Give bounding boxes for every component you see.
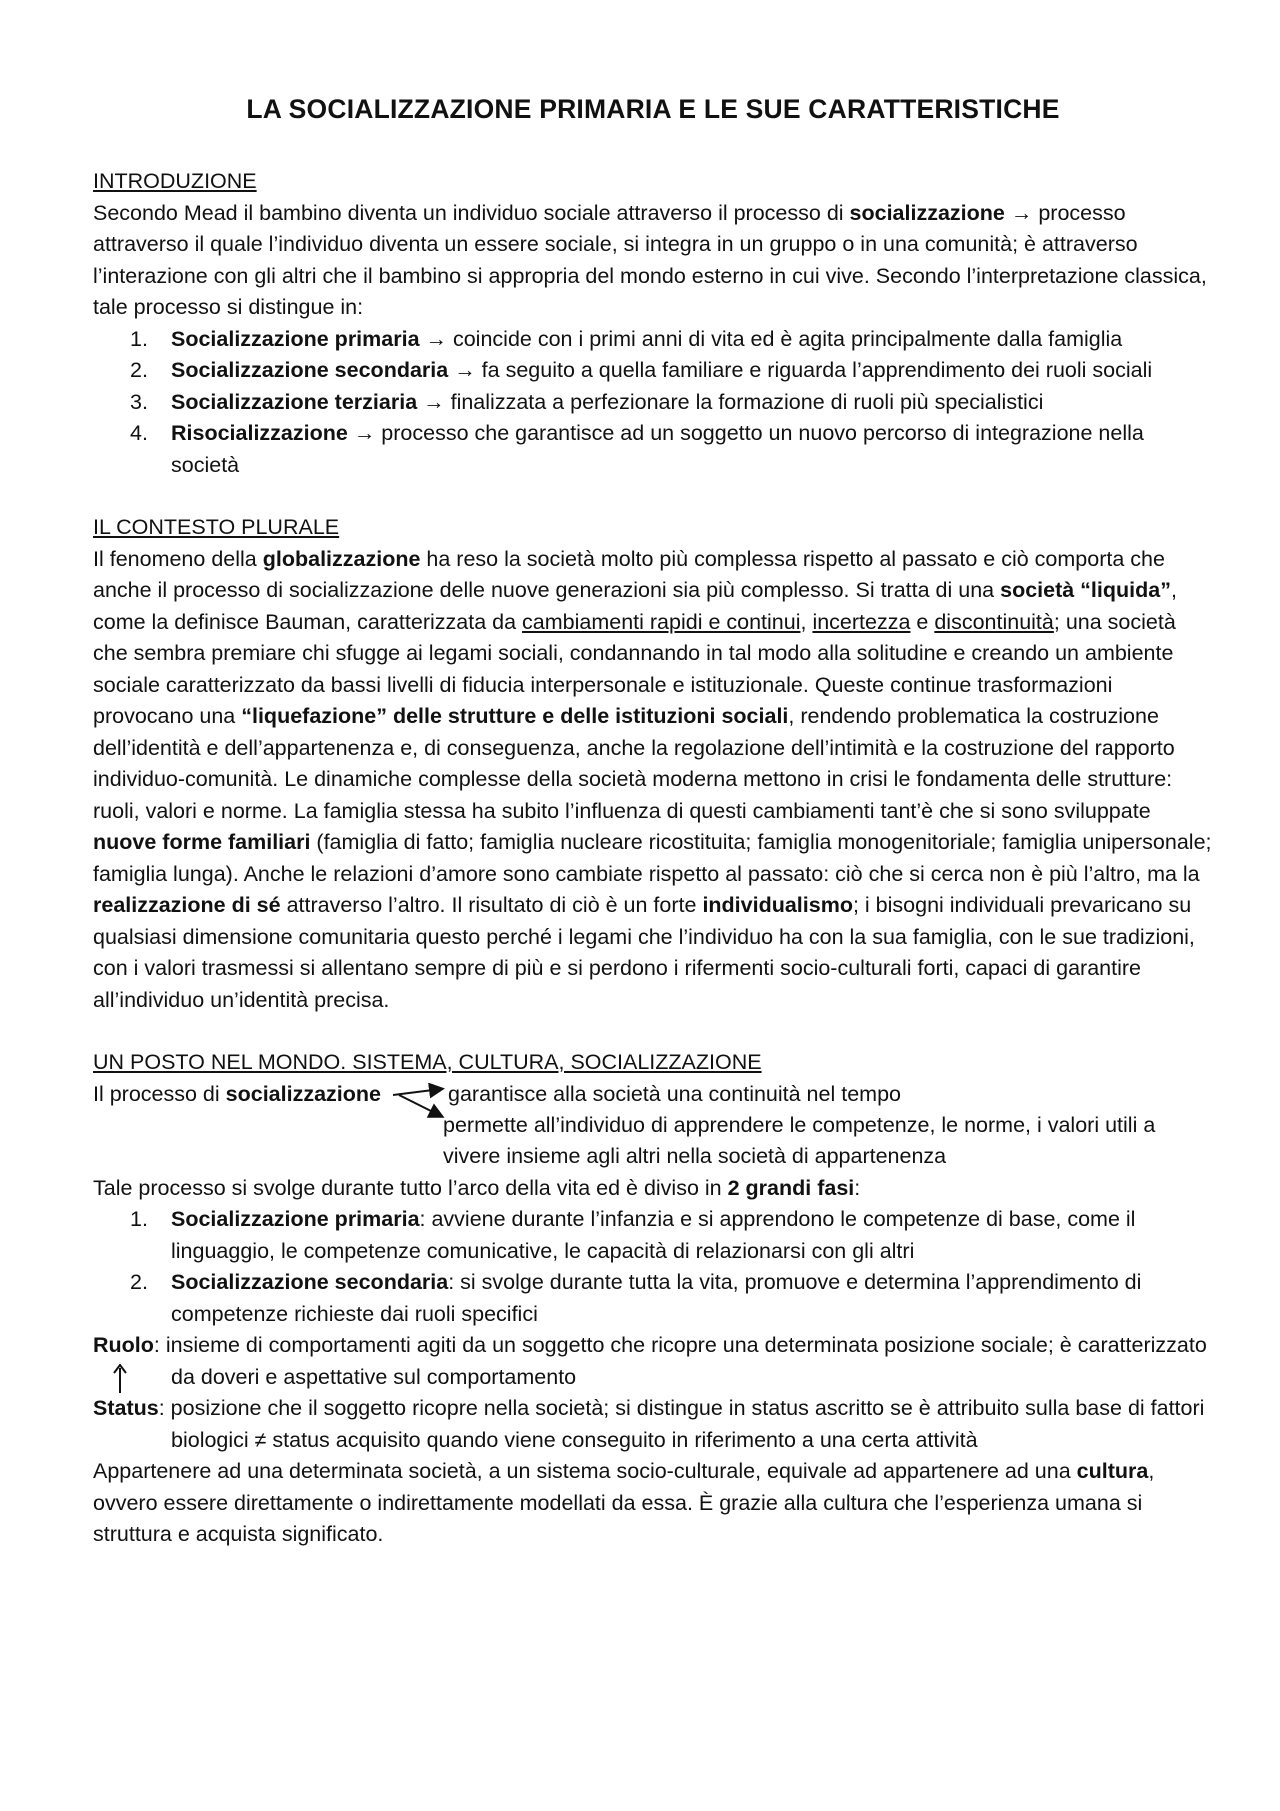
process-label: Il processo di socializzazione <box>93 1081 381 1106</box>
list-item: 4. Risocializzazione → processo che garantisce ad un soggetto un nuovo percorso di integrazione nella società <box>130 421 1144 477</box>
fasi-list <box>93 1204 1213 1330</box>
list-item: 2. Socializzazione secondaria → fa seguito a quella familiare e riguarda l’apprendimento dei ruoli sociali <box>130 358 1153 382</box>
section-heading: INTRODUZIONE <box>93 169 257 193</box>
socialization-types-list <box>93 324 1213 482</box>
list-item: 3. Socializzazione terziaria → finalizzata a perfezionare la formazione di ruoli più specialistici <box>130 389 1044 414</box>
list-item: 1. Socializzazione primaria → coincide con i primi anni di vita ed è agita principalmente dalla famiglia <box>130 326 1123 351</box>
up-arrow-icon <box>113 1364 127 1394</box>
section-posto-nel-mondo <box>93 1047 1213 1551</box>
definition-text: : posizione che il soggetto ricopre nella società; si distingue in status ascritto se è attribuito sulla base di fattori biologici ≠ status acquisito quando viene conseguito in riferimento a una certa attività <box>158 1396 1205 1452</box>
branch-item: permette all’individuo di apprendere le competenze, le norme, i valori utili a vivere insieme agli altri nella società di appartenenza <box>443 1112 1156 1168</box>
section-introduzione <box>93 166 1213 481</box>
page-title: LA SOCIALIZZAZIONE PRIMARIA E LE SUE CARATTERISTICHE <box>246 94 1060 124</box>
cultura-paragraph: Appartenere ad una determinata società, a un sistema socio-culturale, equivale ad appartenere ad una cultura, ovvero essere direttamente o indirettamente modellati da essa. È grazie alla cultura che l’esperienza umana si struttura e acquista significato. <box>93 1459 1155 1546</box>
definition-term: Status <box>93 1396 159 1420</box>
intro-paragraph: Secondo Mead il bambino diventa un individuo sociale attraverso il processo di socializzazione → processo attraverso il quale l’individuo diventa un essere sociale, si integra in un gruppo o in una comunità; è attraverso l’interazione con gli altri che il bambino si appropria del mondo esterno in cui vive. Secondo l’interpretazione classica, tale processo si distingue in: <box>93 200 1207 319</box>
section-contesto-plurale <box>93 512 1213 1016</box>
process-branch-diagram <box>93 1079 1213 1173</box>
list-item: 2. Socializzazione secondaria: si svolge durante tutta la vita, promuove e determina l’apprendimento di competenze richieste dai ruoli specifici <box>130 1270 1142 1326</box>
definition-term: Ruolo <box>93 1333 154 1357</box>
list-item: 1. Socializzazione primaria: avviene durante l’infanzia e si apprendono le competenze di base, come il linguaggio, le competenze comunicative, le capacità di relazionarsi con gli altri <box>130 1207 1136 1263</box>
plurale-paragraph: Il fenomeno della globalizzazione ha reso la società molto più complessa rispetto al passato e ciò comporta che anche il processo di socializzazione delle nuove generazioni sia più complesso. Si tratta di una società “liquida”, come la definisce Bauman, caratterizzata da cambiamenti rapidi e continui, incertezza e discontinuità; una società che sembra premiare chi sfugge ai legami sociali, condannando in tal modo alla solitudine e creando un ambiente sociale caratterizzato da bassi livelli di fiducia interpersonale e istituzionale. Queste continue trasformazioni provocano una “liquefazione” delle strutture e delle istituzioni sociali, rendendo problematica la costruzione dell’identità e dell’appartenenza e, di conseguenza, anche la regolazione dell’intimità e la costruzione del rapporto individuo-comunità. Le dinamiche complesse della società moderna mettono in crisi le fondamenta delle strutture: ruoli, valori e norme. La famiglia stessa ha subito l’influenza di questi cambiamenti tant’è che si sono sviluppate nuove forme familiari (famiglia di fatto; famiglia nucleare ricostituita; famiglia monogenitoriale; famiglia unipersonale; famiglia lunga). Anche le relazioni d’amore sono cambiate rispetto al passato: ciò che si cerca non è più l’altro, ma la realizzazione di sé attraverso l’altro. Il risultato di ciò è un forte individualismo; i bisogni individuali prevaricano su qualsiasi dimensione comunitaria questo perché i legami che l’individuo ha con la sua famiglia, con le sue tradizioni, con i valori trasmessi si allentano sempre di più e si perdono i rifermenti socio-culturali forti, capaci di garantire all’individuo un’identità precisa. <box>93 546 1212 1012</box>
section-heading: IL CONTESTO PLURALE <box>93 515 340 539</box>
branch-item: garantisce alla società una continuità nel tempo <box>448 1081 901 1106</box>
fasi-paragraph: Tale processo si svolge durante tutto l’arco della vita ed è diviso in 2 grandi fasi: <box>93 1175 861 1200</box>
document-page <box>93 92 1213 1551</box>
definition-ruolo <box>93 1330 1213 1393</box>
definition-text: : insieme di comportamenti agiti da un soggetto che ricopre una determinata posizione sociale; è caratterizzato da doveri e aspettative sul comportamento <box>153 1333 1207 1389</box>
section-heading: UN POSTO NEL MONDO. SISTEMA, CULTURA, SOCIALIZZAZIONE <box>93 1050 762 1074</box>
definition-status <box>93 1393 1213 1456</box>
